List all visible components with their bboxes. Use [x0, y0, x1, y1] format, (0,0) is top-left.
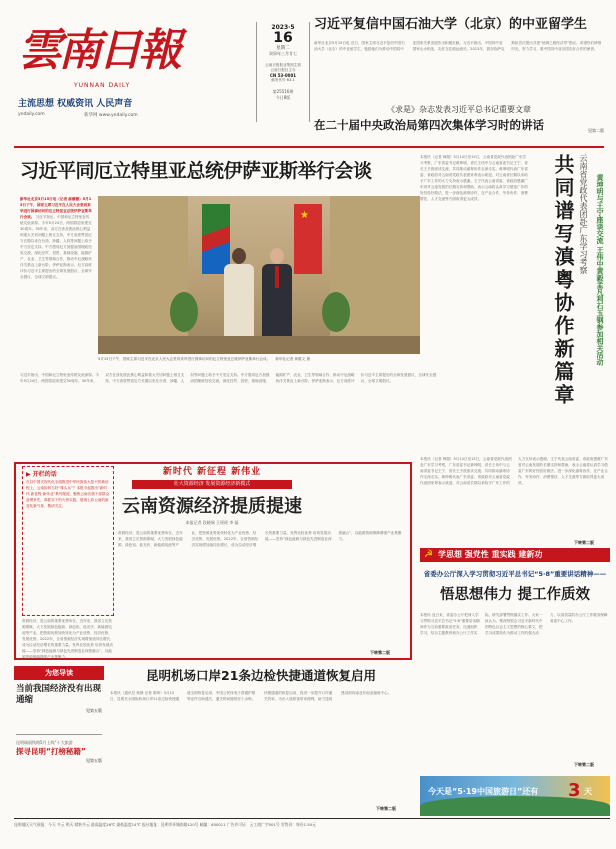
report-kicker: 省委办公厅深入学习贯彻习近平总书记“5·8”重要讲话精神—— [423, 570, 607, 578]
road-body: 本报讯（通讯员 杨静 记者 陈琦）5月15日，昆明长水国际机场口岸21条边检快捷通道全面恢复启用，中国公民持电子普通护照等证件自助通关，通关时间缩短至十余秒。快捷通道的恢复启用，将进一步提升口岸通关效率，为出入境旅客带来便利，助力昆明建设面向南亚东南亚辐射中心。 [110, 691, 392, 701]
issue-org-1: 云南日报报业集团主管 [265, 63, 301, 67]
guide-divider [16, 734, 102, 735]
report-jump[interactable]: 下转第二版 [574, 762, 594, 767]
road-title[interactable]: 昆明机场口岸21条边检快捷通道恢复启用 [146, 668, 376, 683]
person-right-head [270, 248, 284, 264]
econ-banner [132, 466, 292, 489]
issue-pages: 今日8版 [275, 95, 291, 100]
side-feature-big[interactable]: 共同谱写滇粤协作新篇章 [551, 154, 575, 407]
issue-org-2: 云南日报社主办 [270, 68, 296, 72]
plant-left [170, 292, 198, 332]
ad-text: 今天是“5·19中国旅游日”还有 [428, 787, 539, 796]
top-story-body: 新华社北京5月15日电 近日，国家主席习近平复信中国石油大学（北京）的中亚留学生，勉励他们为推动中国同中亚国家关系发展作出积极贡献。习近平指出，中国同中亚国家山水相连，友好交往源远流长。2013年，我在哈萨克斯坦首次提出共建“丝绸之路经济带”倡议。希望你们珍惜时光，努力学习，做中国同中亚各国友好合作的使者。 [314, 41, 602, 51]
party-emblem-icon: ☭ [424, 549, 433, 560]
econ-title[interactable]: 云南资源经济提质提速 [122, 496, 302, 517]
guide-item-2-kicker: 昆明瑞丽铁路5月上线“十大旅游 [16, 740, 73, 745]
china-flag-star: ★ [300, 210, 309, 221]
floor [98, 336, 420, 354]
econ-body-left: 资源经济，是云南的重要优势所在。近年来，我省立足资源禀赋，大力发展绿色能源、绿色铝、硅光伏、新能源电池等产业，把资源优势加快转化为产业优势、经济优势、发展优势。2022年，全省资源经济实现增加值同比增长，成为拉动经济增长的重要力量。发挥比较优势 培育发展动能——坚持“绿色能源与绿色先进制造业深度融合”，以能源资源保障增强产业集聚力。 [22, 619, 114, 659]
guide-item-1[interactable] [16, 684, 102, 714]
photo-wall-right [330, 196, 420, 354]
person-right-tie [275, 266, 279, 288]
masthead-rule [14, 146, 604, 148]
report-title[interactable]: 悟思想伟力 提工作质效 [439, 587, 591, 603]
guide-label: 为您导读 [14, 666, 104, 680]
econ-body-columns: 资源经济，是云南的重要优势所在。近年来，我省立足资源禀赋，大力发展绿色能源、绿色铝、硅光伏、新能源电池等产业，把资源优势加快转化为产业优势、经济优势、发展优势。2022年，全省资源经济实现增加值同比增长，成为拉动经济增长的重要力量。发挥比较优势 培育发展动能——坚持“绿色能源与绿色先进制造业深度融合”，以能源资源保障增强产业集聚力。 [118, 531, 402, 547]
top-story-title[interactable]: 习近平复信中国石油大学（北京）的中亚留学生 [314, 17, 588, 32]
plant-right [322, 292, 350, 332]
tourism-ad[interactable] [420, 776, 610, 812]
lead-dateline [20, 196, 92, 370]
masthead-link-1[interactable]: yndaily.com [18, 112, 45, 117]
issue-cn: CN 53-0001 [269, 73, 297, 78]
ad-hill [420, 796, 610, 816]
qiushi-line1: 《求是》杂志发表习近平总书记重要文章 [387, 105, 531, 114]
masthead-english: YUNNAN DAILY [74, 82, 131, 89]
issue-year: 2023·5 [271, 24, 295, 31]
guide-item-2-title[interactable]: 探寻昆明“打榜秘籍” [16, 747, 86, 756]
issue-info-box [256, 22, 310, 122]
econ-banner-text: 新时代 新征程 新伟业 [162, 467, 262, 477]
ad-days: 3 [568, 780, 581, 801]
road-jump[interactable]: 下转第二版 [376, 806, 396, 811]
qiushi-jump[interactable]: 见第二版 [588, 128, 604, 133]
lead-body-1: 习近平指出，中国和厄立特里亚传统友谊深厚。今年5月24日，两国将迎来建交30周年。30年来，双方在涉及彼此核心利益和重大关切问题上相互支持，中方高度赞赏厄方长期以来在台湾、涉疆、人权等问题上给予中方坚定支持。中方愿同厄方加强治国理政经验交流，深化经贸、投资、基础设施、能源矿产、农业、卫生等领域合作，推动中厄战略伙伴关系迈上新台阶。伊萨亚斯表示，厄方高度评价习近平主席提出的全球发展倡议、全球安全倡议、全球文明倡议。 [20, 215, 92, 279]
issue-weekday: 星期二 [276, 46, 290, 51]
photo-caption [98, 356, 420, 362]
masthead [14, 16, 192, 134]
study-bar-text: 学思想 强党性 重实践 建新功 [438, 550, 543, 559]
kai-body: 在以中国式现代化全面推进中华民族伟大复兴的新征程上，云南如何当好“排头兵”？本报今起推出“新时代 新征程 新伟业”系列报道，聚焦云南各族干部群众奋勇争先、真抓实干的火热实践，展现七彩云南的新变化新气象，敬请关注。 [26, 480, 110, 508]
lead-dateline-text: 新华社北京5月15日电（记者 郝薇薇）5月15日下午，国家主席习近平在人民大会堂同来华进行国事访问的厄立特里亚总统伊萨亚斯举行会谈。 [20, 197, 92, 219]
photo-wall-left [98, 196, 188, 354]
side-feature-body-2: 本报讯（记者 韩超）5月14日至15日，云南省党政代表团赴广东学习考察，广东省委书记黄坤明、省长王伟中与云南省委书记王宁、省长王予波座谈交流，共同推动滇粤协作走深走实。黄坤明代表广东省委、省政府对云南省党政代表团来粤表示欢迎，对云南省长期以来给予广东工作的大力支持表示感谢。王宁代表云南省委、省政府感谢广东省对云南发展的长期支持和帮助，表示云南将认真学习借鉴广东的好经验好做法，进一步深化滇粤协作，在产业合作、劳务协作、消费帮扶、人才交流等方面取得更大成效。 [420, 457, 608, 485]
eritrea-flag [202, 204, 230, 274]
masthead-link-2[interactable]: 新华网 www.yndaily.com [84, 113, 138, 118]
side-feature[interactable] [420, 154, 610, 454]
econ-sub-banner: 壮大资源经济 发展资源经济新模式 [132, 480, 292, 489]
issue-lunar: 癸卯年三月廿七 [269, 51, 297, 56]
lead-photo [98, 196, 420, 354]
side-feature-jump[interactable]: 下转第二版 [574, 540, 594, 545]
qiushi-box[interactable] [314, 104, 604, 140]
issue-number: 第25516期 [272, 89, 294, 94]
econ-byline: 本报记者 段晓瑞 王瑶瑶 李 磊 [185, 520, 239, 525]
footer-rule [14, 818, 610, 819]
masthead-slogan: 主流思想 权威资讯 人民声音 [18, 99, 133, 109]
kai-bullet-icon: ▶ [26, 471, 31, 478]
issue-day: 16 [273, 30, 293, 46]
kai-box [22, 466, 114, 616]
guide-item-2-page[interactable]: 见第五版 [86, 758, 102, 763]
side-feature-sub: 黄坤明与王宁座谈交流 王伟中黄毅孟凡利石玉钢参加相关活动 [596, 174, 604, 366]
econ-jump[interactable]: 下转第二版 [370, 650, 390, 655]
qiushi-line2[interactable]: 在二十届中央政治局第四次集体学习时的讲话 [314, 118, 544, 132]
photo-credit: 新华社记者 黄敬文 摄 [275, 357, 310, 361]
masthead-logo: 雲南日報 [18, 25, 178, 76]
issue-post: 邮发代号 63-1 [271, 78, 295, 82]
person-left-head [232, 248, 246, 264]
lead-headline[interactable]: 习近平同厄立特里亚总统伊萨亚斯举行会谈 [20, 160, 372, 182]
guide-item-1-page[interactable]: 见第五版 [86, 708, 102, 713]
side-feature-body: 本报讯（记者 韩超）5月14日至15日，云南省党政代表团赴广东学习考察，广东省委书记黄坤明、省长王伟中与云南省委书记王宁、省长王予波座谈交流，共同推动滇粤协作走深走实。黄坤明代表广东省委、省政府对云南省党政代表团来粤表示欢迎，对云南省长期以来给予广东工作的大力支持表示感谢。王宁代表云南省委、省政府感谢广东省对云南发展的长期支持和帮助，表示云南将认真学习借鉴广东的好经验好做法，进一步深化滇粤协作，在产业合作、劳务协作、消费帮扶、人才交流等方面取得更大成效。 [420, 155, 528, 201]
photo-caption-text: 5月15日下午，国家主席习近平在北京人民大会堂同来华进行国事访问的厄立特里亚总统伊萨亚斯举行会谈。 [98, 357, 271, 361]
top-story[interactable] [314, 14, 604, 110]
guide-item-1-title[interactable]: 当前我国经济没有出现通缩 [16, 684, 102, 705]
guide-item-2[interactable] [16, 740, 102, 764]
lead-body-columns: 习近平指出，中国和厄立特里亚传统友谊深厚。今年5月24日，两国将迎来建交30周年。30年来，双方在涉及彼此核心利益和重大关切问题上相互支持，中方高度赞赏厄方长期以来在台湾、涉疆、人权等问题上给予中方坚定支持。中方愿同厄方加强治国理政经验交流，深化经贸、投资、基础设施、能源矿产、农业、卫生等领域合作，推动中厄战略伙伴关系迈上新台阶。伊萨亚斯表示，厄方高度评价习近平主席提出的全球发展倡议、全球安全倡议、全球文明倡议。 [20, 373, 437, 383]
kai-title [26, 470, 110, 479]
ad-days-unit: 天 [584, 787, 592, 796]
report-body: 本报讯 连日来，省委办公厅把深入学习贯彻习近平总书记“5·8”重要讲话精神作为当前重要政治任务，迅速组织学习，结合主题教育和办公厅工作实际，研究部署贯彻落实工作。大家一致认为，要深刻领会习近平新时代中国特色社会主义思想的核心要义，把学习成果转化为推动工作的强大动力，以高质量的办公厅工作服务保障省委中心工作。 [420, 613, 608, 635]
kai-title-text: 开栏的话 [32, 471, 57, 478]
footer-text: 昆明地区天气预报：今天 多云 明天 晴转多云 最高温度26℃ 最低温度14℃ 报社地址：昆明市环城南路120号 邮编：650011 广告许可证：云工商广字001号 零售价：每份1.50元 [14, 822, 316, 827]
side-feature-title: 云南省党政代表团赴广东学习考察 [579, 154, 588, 274]
